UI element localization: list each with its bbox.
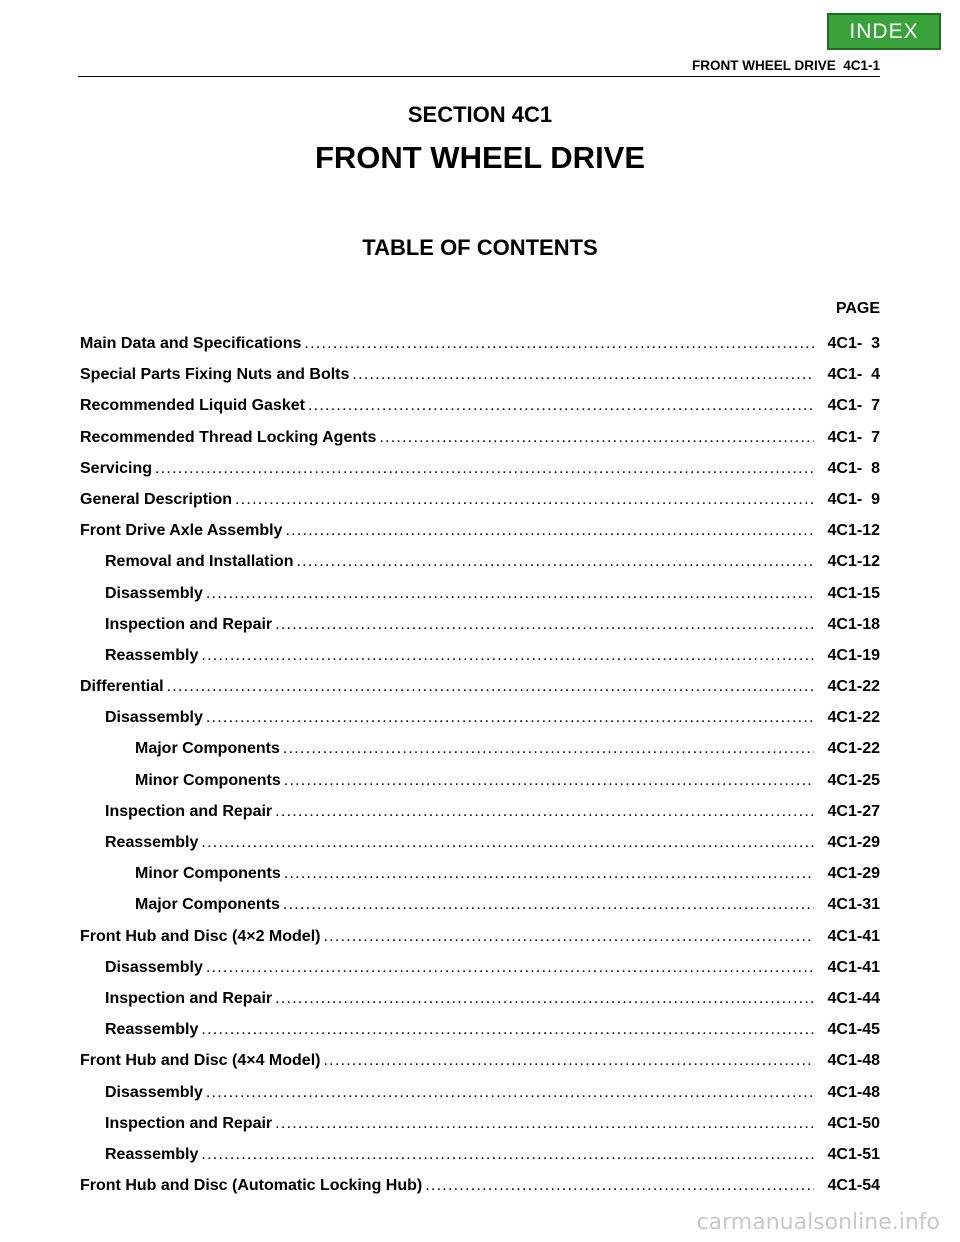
dot-leader [352, 359, 814, 390]
index-button[interactable]: INDEX [827, 13, 941, 50]
toc-entry-page: 4C1- 4 [827, 366, 880, 384]
toc-entry-page: 4C1-25 [827, 771, 880, 789]
toc-entry-page: 4C1- 3 [827, 335, 880, 352]
dot-leader [201, 640, 814, 671]
toc-entry-page: 4C1-29 [827, 834, 880, 851]
toc-entry-page: 4C1-51 [827, 1145, 880, 1163]
dot-leader [275, 796, 814, 827]
toc-entry-page: 4C1-29 [827, 865, 880, 883]
toc-entry[interactable] [80, 390, 880, 421]
toc-heading: TABLE OF CONTENTS [362, 235, 598, 260]
toc-entry-title: Recommended Thread Locking Agents [80, 428, 377, 446]
toc-entry-page: 4C1- 7 [827, 397, 880, 415]
dot-leader [235, 484, 814, 515]
toc-entry-page: 4C1- 9 [827, 490, 880, 508]
toc-entry[interactable] [80, 702, 880, 733]
toc-entry[interactable] [80, 609, 880, 640]
toc-entry-title: Disassembly [105, 1083, 203, 1101]
toc-entry-page: 4C1-50 [827, 1114, 880, 1132]
toc-entry-title: Minor Components [135, 771, 281, 789]
toc-entry-page: 4C1-48 [827, 1052, 880, 1070]
toc-entry[interactable] [80, 359, 880, 390]
dot-leader [296, 546, 814, 577]
dot-leader [283, 733, 814, 764]
toc-entry[interactable] [80, 1170, 880, 1201]
toc-entry-page: 4C1-41 [827, 927, 880, 945]
dot-leader [155, 453, 814, 484]
dot-leader [323, 921, 814, 952]
toc-entry-title: Inspection and Repair [105, 1114, 273, 1132]
toc-entry[interactable] [80, 484, 880, 515]
dot-leader [201, 1139, 814, 1170]
toc-entry-title: Special Parts Fixing Nuts and Bolts [80, 366, 350, 384]
toc-entry[interactable] [80, 1077, 880, 1108]
toc-entry[interactable] [80, 515, 880, 546]
toc-entry-title: Main Data and Specifications [80, 335, 302, 352]
dot-leader [308, 390, 814, 421]
toc-entry-page: 4C1-12 [827, 553, 880, 571]
toc-entry[interactable] [80, 1108, 880, 1139]
toc-entry-title: Front Hub and Disc (Automatic Locking Hub) [80, 1177, 423, 1195]
toc-entry-title: Reassembly [105, 834, 199, 851]
toc-entry-title: Front Hub and Disc (4×2 Model) [80, 927, 321, 945]
toc-entry-title: Disassembly [105, 709, 203, 727]
toc-entry-page: 4C1-44 [827, 989, 880, 1007]
dot-leader [167, 671, 814, 702]
dot-leader [425, 1170, 814, 1201]
dot-leader [275, 609, 814, 640]
toc-entry-page: 4C1-41 [827, 958, 880, 976]
toc-entry[interactable] [80, 1014, 880, 1045]
toc-entry-page: 4C1-19 [827, 646, 880, 664]
dot-leader [275, 1108, 814, 1139]
dot-leader [275, 983, 814, 1014]
dot-leader [283, 889, 814, 920]
toc-entry[interactable] [80, 921, 880, 952]
toc-entry[interactable] [80, 422, 880, 453]
toc-entry[interactable] [80, 640, 880, 671]
toc-entry-page: 4C1-18 [827, 615, 880, 633]
toc-entry[interactable] [80, 889, 880, 920]
toc-entry-page: 4C1-12 [827, 522, 880, 540]
toc-entry-page: 4C1-22 [827, 678, 880, 696]
toc-entry[interactable] [80, 952, 880, 983]
dot-leader [284, 858, 814, 889]
dot-leader [206, 1077, 814, 1108]
toc-entry-title: Reassembly [105, 1021, 199, 1039]
dot-leader [206, 702, 814, 733]
toc-entry-page: 4C1-22 [827, 709, 880, 727]
dot-leader [323, 1045, 814, 1076]
header-rule [78, 76, 880, 77]
section-label: SECTION 4C1 [407, 102, 553, 127]
toc-entry[interactable] [80, 733, 880, 764]
toc-entry-title: Recommended Liquid Gasket [80, 397, 305, 415]
toc-entry-title: Inspection and Repair [105, 802, 273, 820]
dot-leader [206, 952, 814, 983]
toc-entry-title: Inspection and Repair [105, 989, 273, 1007]
toc-entry-title: Major Components [135, 896, 280, 914]
dot-leader [201, 827, 814, 858]
toc-entry-title: Removal and Installation [105, 553, 294, 571]
dot-leader [206, 578, 814, 609]
dot-leader [304, 328, 814, 359]
toc-entry[interactable] [80, 983, 880, 1014]
chapter-title: FRONT WHEEL DRIVE [314, 140, 646, 175]
toc-entry-title: Front Drive Axle Assembly [80, 522, 283, 540]
toc-entry-title: Differential [80, 678, 164, 696]
toc-entry-page: 4C1-27 [827, 802, 880, 820]
toc-entry-title: Reassembly [105, 1145, 199, 1163]
toc-entry-title: Inspection and Repair [105, 615, 273, 633]
toc-entry-title: Disassembly [105, 958, 203, 976]
toc-entry[interactable] [80, 546, 880, 577]
toc-entry[interactable] [80, 796, 880, 827]
toc-entry-page: 4C1-45 [827, 1021, 880, 1039]
toc-entry[interactable] [80, 671, 880, 702]
toc-entry-title: Front Hub and Disc (4×4 Model) [80, 1052, 321, 1070]
toc-entry[interactable] [80, 1045, 880, 1076]
running-header: FRONT WHEEL DRIVE 4C1-1 [691, 58, 880, 73]
toc-entry[interactable] [80, 328, 880, 359]
dot-leader [379, 422, 814, 453]
toc-entry[interactable] [80, 453, 880, 484]
toc-entry[interactable] [80, 765, 880, 796]
toc-entry-title: Minor Components [135, 865, 281, 883]
toc-entry-title: Major Components [135, 740, 280, 758]
toc-entry-page: 4C1-54 [827, 1177, 880, 1195]
dot-leader [201, 1014, 814, 1045]
toc-entry-page: 4C1-48 [827, 1083, 880, 1101]
toc-entry-page: 4C1-15 [827, 584, 880, 602]
watermark: carmanualsonline.info [696, 1210, 940, 1235]
toc-entry[interactable] [80, 858, 880, 889]
toc-entry[interactable] [80, 1139, 880, 1170]
toc-entry-page: 4C1- 8 [827, 459, 880, 477]
dot-leader [284, 765, 814, 796]
toc-entry-title: Disassembly [105, 584, 203, 602]
toc-entry[interactable] [80, 827, 880, 858]
table-of-contents [80, 328, 880, 1201]
dot-leader [285, 515, 814, 546]
toc-entry[interactable] [80, 578, 880, 609]
toc-entry-page: 4C1- 7 [827, 428, 880, 446]
toc-entry-title: Reassembly [105, 646, 199, 664]
toc-entry-title: Servicing [80, 459, 153, 477]
toc-entry-title: General Description [80, 490, 233, 508]
toc-entry-page: 4C1-31 [827, 896, 880, 914]
page-column-label: PAGE [835, 300, 880, 317]
toc-entry-page: 4C1-22 [827, 740, 880, 758]
